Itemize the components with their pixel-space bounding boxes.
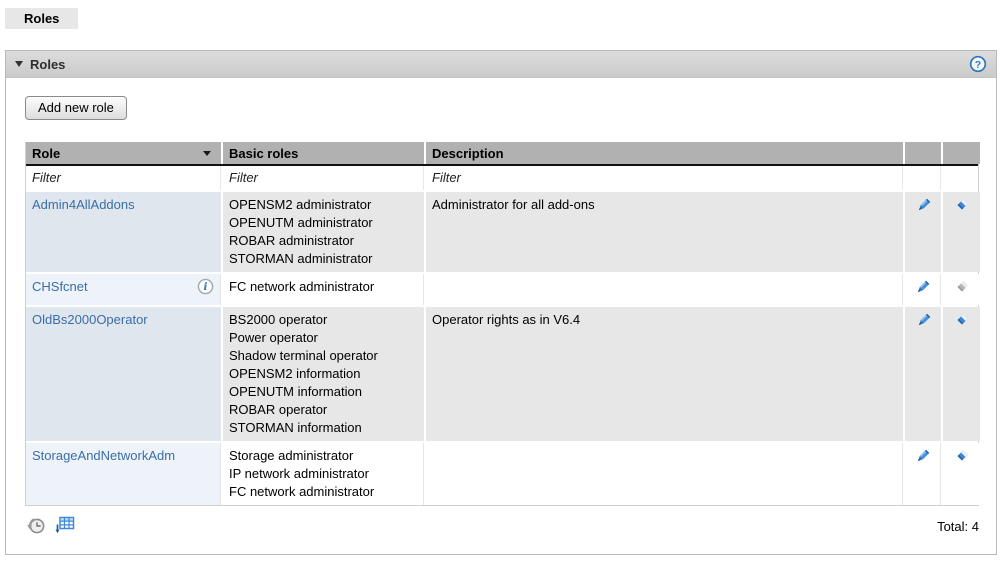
export-table-button[interactable] [54,514,76,539]
role-link[interactable]: CHSfcnet [32,279,88,294]
role-filter-input[interactable]: Filter [26,166,221,190]
filter-row [26,166,978,190]
roles-table [25,142,979,506]
tab-roles[interactable] [5,8,78,29]
table-download-icon [54,514,76,536]
pencil-icon [914,448,931,465]
description-filter-input[interactable]: Filter [426,166,903,190]
basic-roles-cell: Storage administrator IP network administrator FC network administrator [223,443,424,505]
basic-roles-cell: BS2000 operator Power operator Shadow terminal operator OPENSM2 information OPENUTM information ROBAR operator STORMAN information [223,307,424,441]
help-circle-icon [969,55,987,73]
role-link[interactable]: StorageAndNetworkAdm [32,448,176,463]
sort-arrow-down-icon[interactable] [203,151,211,156]
tab-roles-label: Roles [24,11,60,26]
description-cell: Operator rights as in V6.4 [426,307,903,441]
collapse-chevron-down-icon[interactable] [15,61,23,67]
delete-role-button[interactable] [954,197,970,218]
pencil-icon [914,279,931,296]
table-footer [25,514,979,539]
delete-role-button[interactable] [954,312,970,333]
column-header-delete [943,142,980,164]
edit-role-button[interactable] [915,312,932,334]
edit-role-button[interactable] [914,448,931,470]
table-row [26,192,978,272]
eraser-icon [954,312,970,328]
table-row [26,274,978,305]
basic-roles-filter-input[interactable]: Filter [223,166,424,190]
column-header-edit [905,142,941,164]
column-header-description[interactable]: Description [426,142,903,164]
delete-role-button[interactable] [954,448,970,469]
eraser-icon [954,197,970,213]
history-clock-icon [25,514,47,536]
table-body [26,190,978,505]
description-cell [426,274,903,305]
panel-header[interactable] [6,51,996,78]
description-cell: Administrator for all add-ons [426,192,903,272]
table-header-row [26,142,978,166]
eraser-icon [954,448,970,464]
column-header-role[interactable]: Role [26,142,221,164]
refresh-history-button[interactable] [25,514,47,539]
svg-text:i: i [203,281,208,294]
description-cell [426,443,903,505]
help-button[interactable] [969,55,987,73]
roles-panel [5,50,997,555]
edit-role-button[interactable] [915,197,932,219]
pencil-icon [915,197,932,214]
info-icon[interactable] [197,278,214,300]
eraser-icon [954,279,970,295]
panel-title: Roles [30,56,66,72]
total-count-label: Total: 4 [937,519,979,534]
pencil-icon [915,312,932,329]
role-link[interactable]: OldBs2000Operator [32,312,148,327]
table-row [26,307,978,441]
column-header-basic-roles[interactable]: Basic roles [223,142,424,164]
basic-roles-cell: OPENSM2 administrator OPENUTM administrator ROBAR administrator STORMAN administrator [223,192,424,272]
edit-role-button[interactable] [914,279,931,301]
delete-role-button[interactable] [954,279,970,300]
basic-roles-cell: FC network administrator [223,274,424,305]
add-new-role-button[interactable]: Add new role [25,96,127,120]
svg-text:?: ? [974,59,982,71]
table-row [26,443,978,505]
role-link[interactable]: Admin4AllAddons [32,197,135,212]
